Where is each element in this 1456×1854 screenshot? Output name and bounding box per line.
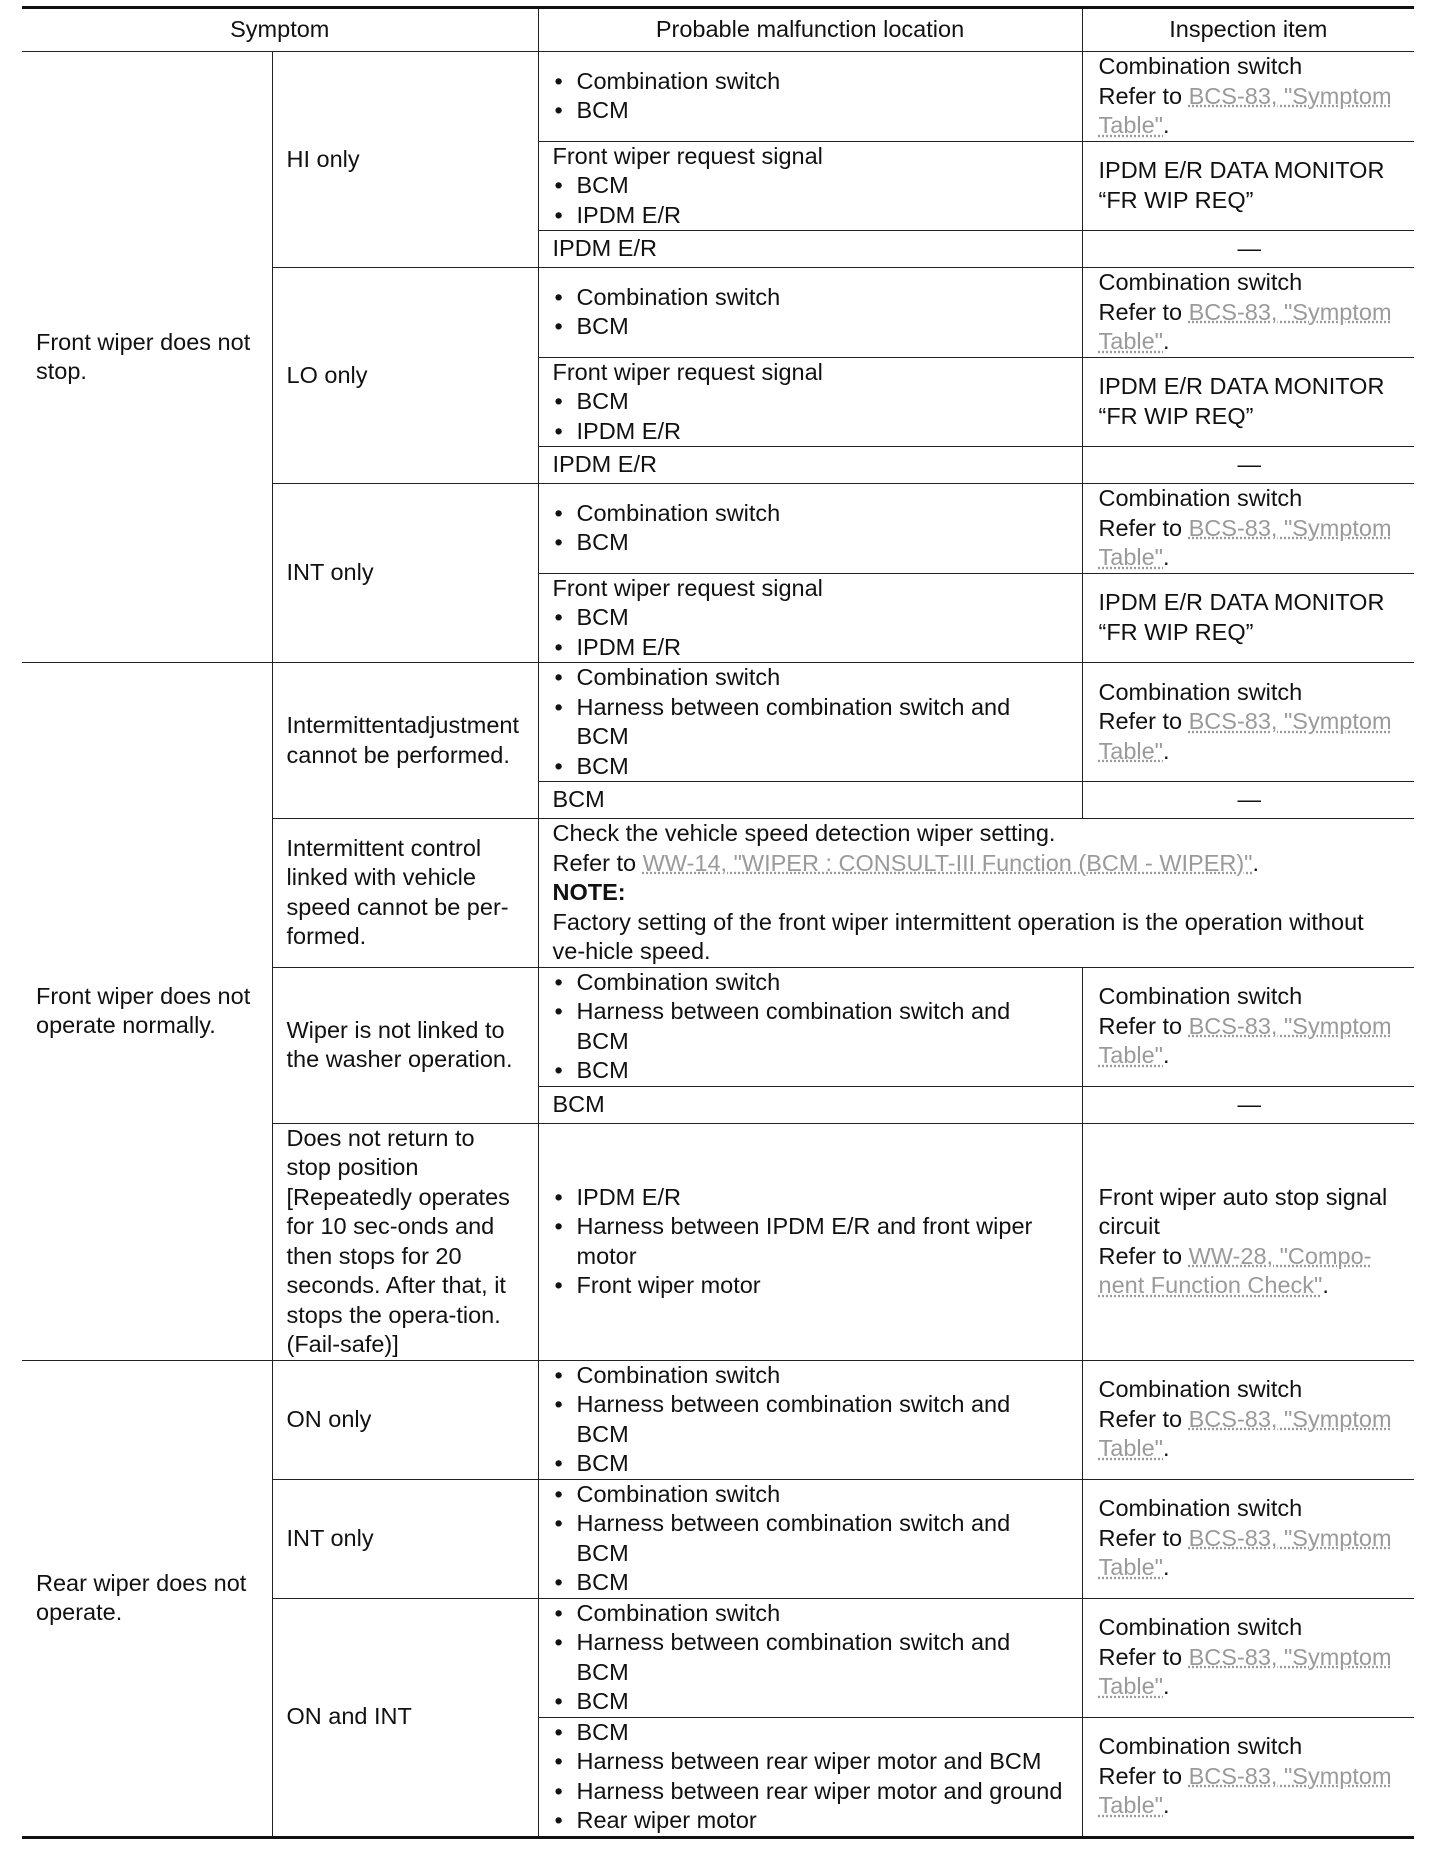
inspection-cell	[1082, 141, 1414, 231]
reference-link[interactable]: BCS-83, "Symptom Table"	[1098, 82, 1392, 138]
list-item: • BCM	[553, 387, 1068, 417]
location-cell	[538, 663, 1082, 782]
list-item: • IPDM E/R	[553, 633, 1068, 663]
note-label: NOTE:	[552, 879, 626, 905]
monitor-item: “FR WIP REQ”	[1098, 402, 1254, 429]
monitor-label: IPDM E/R DATA MONITOR	[1098, 157, 1385, 184]
refer-text: Refer to	[1098, 1405, 1183, 1432]
inspection-cell	[1082, 1717, 1414, 1837]
list-item: • IPDM E/R	[553, 417, 1068, 447]
list-item: • IPDM E/R	[553, 201, 1068, 231]
reference-link[interactable]: BCS-83, "Symptom Table"	[1098, 1012, 1392, 1069]
refer-text: Refer to	[1098, 1762, 1183, 1789]
sub-symptom: Intermittent control linked with vehicle speed cannot be per-formed.	[272, 819, 538, 968]
list-item: • Harness between IPDM E/R and front wiper motor	[553, 1212, 1068, 1271]
list-item: • Rear wiper motor	[553, 1806, 1068, 1836]
period: .	[1163, 1673, 1170, 1700]
period: .	[1322, 1272, 1329, 1298]
list-item: • BCM	[553, 96, 1068, 126]
list-item: • Combination switch	[553, 968, 1068, 998]
list-item: • BCM	[553, 312, 1068, 342]
list-item: • Combination switch	[553, 1361, 1068, 1391]
list-item: • Harness between rear wiper motor and ground	[553, 1777, 1068, 1807]
reference-link[interactable]: BCS-83, "Symptom Table"	[1098, 514, 1392, 570]
refer-text: Refer to	[552, 849, 637, 876]
list-item: • BCM	[553, 752, 1068, 782]
reference-link[interactable]: WW-14, "WIPER : CONSULT-III Function (BCM - WIPER)"	[642, 849, 1253, 876]
refer-text: Refer to	[1098, 1012, 1183, 1039]
period: .	[1163, 112, 1170, 138]
period: .	[1163, 737, 1170, 764]
location-cell	[538, 1717, 1082, 1837]
list-item: • Combination switch	[553, 1480, 1068, 1510]
inspection-cell	[1082, 1360, 1414, 1479]
note-text: Factory setting of the front wiper intermittent operation is the operation without ve-hicle speed.	[552, 908, 1364, 964]
list-item: • BCM	[553, 1449, 1068, 1479]
inspection-title: Combination switch	[1098, 983, 1303, 1010]
location-cell	[538, 1360, 1082, 1479]
inspection-cell	[1082, 573, 1414, 663]
header-symptom: Symptom	[22, 8, 538, 52]
refer-text: Refer to	[1098, 514, 1183, 541]
inspection-cell	[1082, 484, 1414, 574]
table-row	[22, 52, 1414, 142]
inspection-title: Combination switch	[1098, 1614, 1303, 1641]
sub-symptom: INT only	[272, 1479, 538, 1598]
sub-symptom: INT only	[272, 484, 538, 663]
list-item: • Combination switch	[553, 499, 1068, 529]
location-cell: BCM	[538, 782, 1082, 819]
inspection-title: Combination switch	[1098, 1733, 1303, 1760]
check-text: Check the vehicle speed detection wiper setting.	[552, 820, 1056, 846]
document-page	[22, 6, 1414, 1839]
inspection-cell	[1082, 52, 1414, 142]
refer-text: Refer to	[1098, 298, 1183, 325]
header-row	[22, 8, 1414, 52]
sub-symptom: Intermittentadjustment cannot be performed.	[272, 663, 538, 819]
monitor-label: IPDM E/R DATA MONITOR	[1098, 589, 1385, 616]
list-item: • Combination switch	[553, 663, 1068, 693]
list-item: • BCM	[553, 171, 1068, 201]
list-item: • Front wiper motor	[553, 1271, 1068, 1301]
sub-symptom: HI only	[272, 52, 538, 268]
sub-symptom: Does not return to stop position [Repeatedly operates for 10 sec-onds and then stops for 20 seconds. After that, it stops the opera-tion. (Fail-safe)]	[272, 1123, 538, 1360]
refer-text: Refer to	[1098, 708, 1183, 735]
refer-text: Refer to	[1098, 1242, 1183, 1269]
sub-symptom: LO only	[272, 268, 538, 484]
list-item: • BCM	[553, 1056, 1068, 1086]
location-cell: IPDM E/R	[538, 231, 1082, 268]
location-cell	[538, 357, 1082, 447]
reference-link[interactable]: BCS-83, "Symptom Table"	[1098, 1762, 1392, 1819]
table-row	[22, 1360, 1414, 1479]
speed-setting-cell	[538, 819, 1414, 968]
inspection-title: Combination switch	[1098, 678, 1303, 705]
list-item: • BCM	[553, 603, 1068, 633]
inspection-title: Combination switch	[1098, 269, 1303, 295]
inspection-title: Combination switch	[1098, 1376, 1303, 1403]
list-item: • Harness between combination switch and BCM	[553, 1509, 1068, 1568]
signal-label: Front wiper request signal	[552, 358, 823, 385]
symptom-group: Front wiper does not stop.	[22, 52, 272, 663]
reference-link[interactable]: BCS-83, "Symptom Table"	[1098, 1524, 1392, 1581]
signal-label: Front wiper request signal	[552, 142, 823, 169]
inspection-title: Combination switch	[1098, 485, 1303, 511]
reference-link[interactable]: WW-28, "Compo-nent Function Check"	[1098, 1242, 1372, 1298]
dash-cell: —	[1082, 1086, 1414, 1123]
dash-cell: —	[1082, 782, 1414, 819]
signal-label: Front wiper request signal	[552, 574, 823, 601]
period: .	[1163, 1554, 1170, 1581]
sub-symptom: Wiper is not linked to the washer operation.	[272, 967, 538, 1123]
list-item: • BCM	[553, 1718, 1068, 1748]
list-item: • BCM	[553, 1687, 1068, 1717]
symptom-group: Front wiper does not operate normally.	[22, 663, 272, 1361]
refer-text: Refer to	[1098, 1524, 1183, 1551]
inspection-cell	[1082, 967, 1414, 1086]
reference-link[interactable]: BCS-83, "Symptom Table"	[1098, 1405, 1392, 1462]
inspection-title: Front wiper auto stop signal circuit	[1098, 1183, 1388, 1239]
location-cell	[538, 1123, 1082, 1360]
list-item: • Harness between combination switch and BCM	[553, 693, 1068, 752]
list-item: • Harness between combination switch and BCM	[553, 997, 1068, 1056]
inspection-title: Combination switch	[1098, 53, 1303, 79]
period: .	[1163, 1435, 1170, 1462]
period: .	[1163, 1792, 1170, 1819]
reference-link[interactable]: BCS-83, "Symptom Table"	[1098, 298, 1392, 354]
location-cell: BCM	[538, 1086, 1082, 1123]
refer-text: Refer to	[1098, 82, 1183, 109]
location-cell	[538, 484, 1082, 574]
list-item: • IPDM E/R	[553, 1183, 1068, 1213]
monitor-item: “FR WIP REQ”	[1098, 186, 1254, 213]
table-row	[22, 663, 1414, 782]
monitor-label: IPDM E/R DATA MONITOR	[1098, 373, 1385, 400]
list-item: • Harness between rear wiper motor and BCM	[553, 1747, 1068, 1777]
period: .	[1163, 1042, 1170, 1069]
location-cell	[538, 141, 1082, 231]
period: .	[1163, 544, 1170, 570]
list-item: • Harness between combination switch and BCM	[553, 1628, 1068, 1687]
inspection-cell	[1082, 1598, 1414, 1717]
symptom-table	[22, 6, 1414, 1839]
location-cell	[538, 52, 1082, 142]
inspection-cell	[1082, 1479, 1414, 1598]
location-cell	[538, 268, 1082, 358]
list-item: • Harness between combination switch and BCM	[553, 1390, 1068, 1449]
monitor-item: “FR WIP REQ”	[1098, 618, 1254, 645]
dash-cell: —	[1082, 447, 1414, 484]
location-cell	[538, 967, 1082, 1086]
reference-link[interactable]: BCS-83, "Symptom Table"	[1098, 1643, 1392, 1700]
location-cell	[538, 573, 1082, 663]
location-cell: IPDM E/R	[538, 447, 1082, 484]
header-location: Probable malfunction location	[538, 8, 1082, 52]
list-item: • Combination switch	[553, 283, 1068, 313]
list-item: • BCM	[553, 528, 1068, 558]
inspection-cell	[1082, 357, 1414, 447]
period: .	[1163, 328, 1170, 354]
inspection-cell	[1082, 1123, 1414, 1360]
header-inspection: Inspection item	[1082, 8, 1414, 52]
sub-symptom: ON only	[272, 1360, 538, 1479]
list-item: • Combination switch	[553, 1599, 1068, 1629]
inspection-title: Combination switch	[1098, 1495, 1303, 1522]
location-cell	[538, 1479, 1082, 1598]
list-item: • Combination switch	[553, 67, 1068, 97]
refer-text: Refer to	[1098, 1643, 1183, 1670]
dash-cell: —	[1082, 231, 1414, 268]
symptom-group: Rear wiper does not operate.	[22, 1360, 272, 1837]
inspection-cell	[1082, 268, 1414, 358]
reference-link[interactable]: BCS-83, "Symptom Table"	[1098, 708, 1392, 764]
list-item: • BCM	[553, 1568, 1068, 1598]
period: .	[1252, 849, 1260, 876]
sub-symptom: ON and INT	[272, 1598, 538, 1837]
location-cell	[538, 1598, 1082, 1717]
inspection-cell	[1082, 663, 1414, 782]
